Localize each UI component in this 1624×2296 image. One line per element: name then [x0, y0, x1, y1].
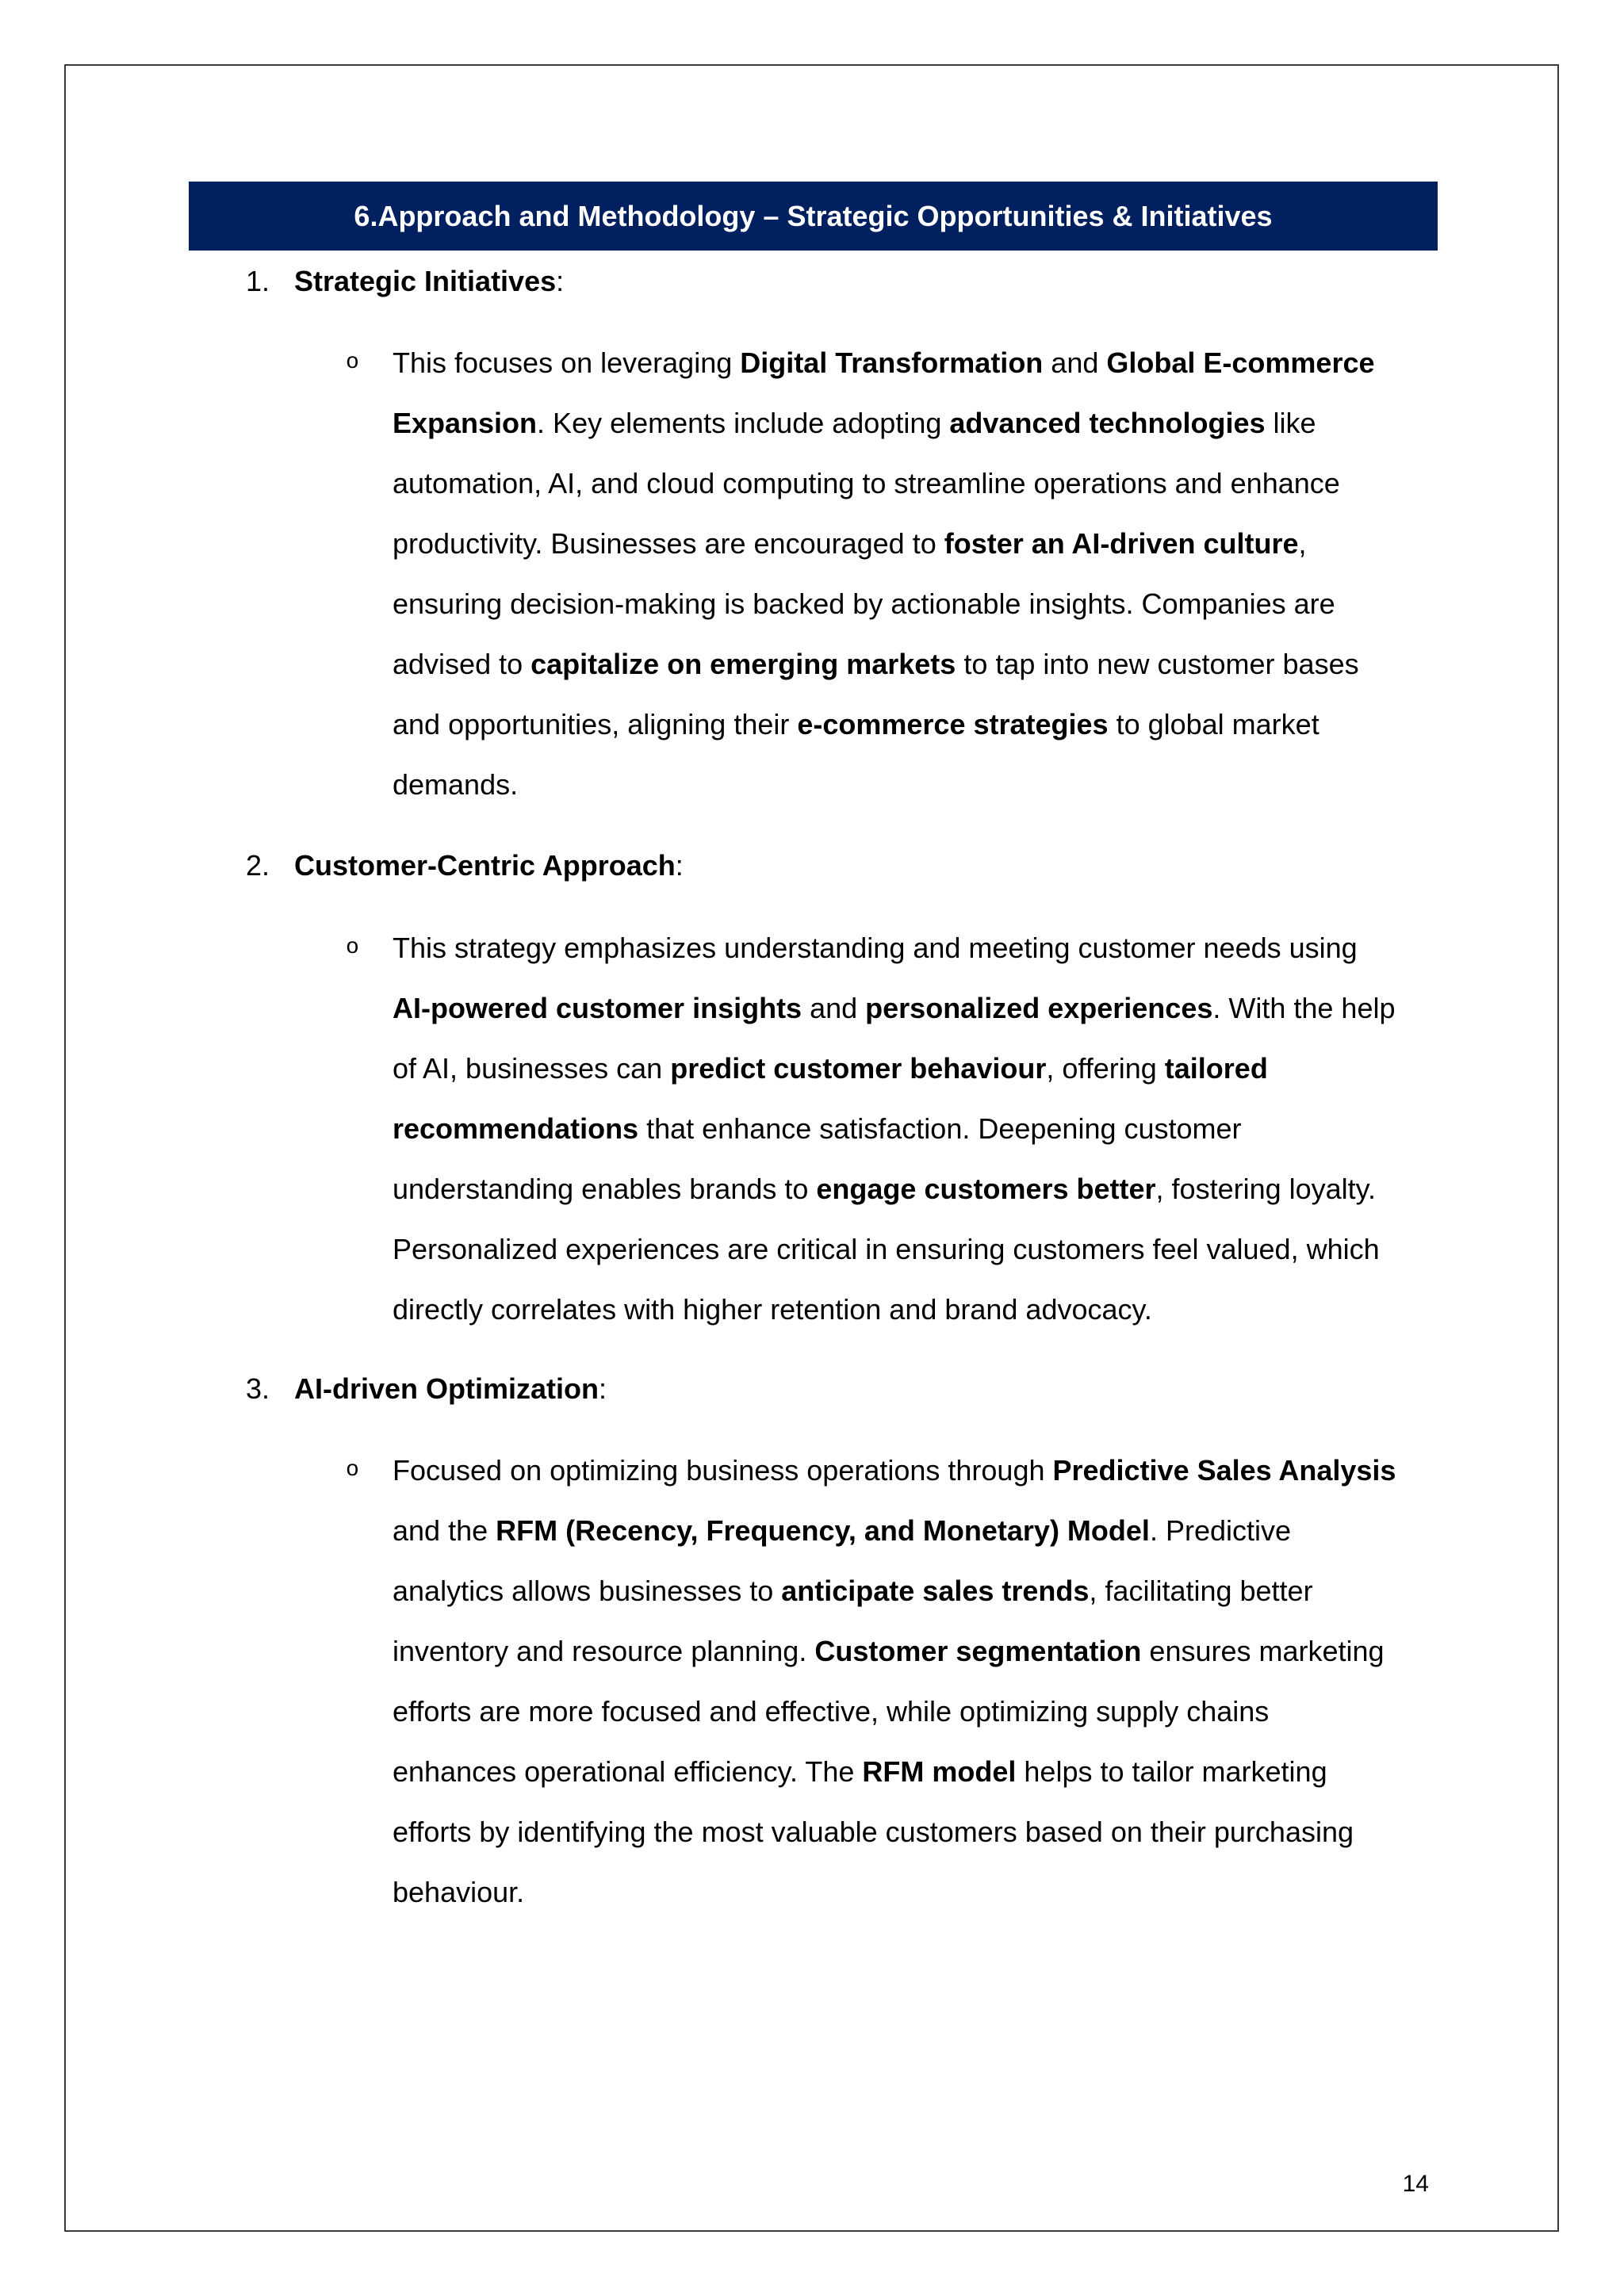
emphasized-text: advanced technologies	[949, 407, 1266, 439]
emphasized-text: RFM model	[862, 1755, 1017, 1788]
text-segment: productivity. Businesses are encouraged to	[393, 527, 944, 560]
paragraph-line	[393, 1280, 1396, 1340]
text-segment: . Key elements include adopting	[537, 407, 950, 439]
text-segment: to tap into new customer bases	[956, 648, 1359, 680]
list-item-heading	[246, 836, 684, 896]
paragraph-line	[393, 333, 1375, 393]
text-segment: . Predictive	[1149, 1514, 1292, 1547]
paragraph-line	[393, 1219, 1396, 1280]
list-item-heading	[246, 251, 564, 312]
bullet-marker: o	[346, 1458, 359, 1483]
emphasized-text: anticipate sales trends	[781, 1575, 1090, 1607]
paragraph-line	[393, 574, 1375, 634]
emphasized-text: Customer segmentation	[814, 1635, 1142, 1667]
emphasized-text: predict customer behaviour	[670, 1052, 1047, 1085]
text-segment: efforts are more focused and effective, while optimizing supply chains	[393, 1695, 1270, 1728]
page-number: 14	[1402, 2171, 1429, 2197]
list-item-title: AI-driven Optimization	[294, 1372, 599, 1405]
bullet-marker: o	[346, 936, 359, 960]
paragraph-line	[393, 978, 1396, 1039]
emphasized-text: Global E-commerce	[1106, 346, 1375, 379]
emphasized-text: Expansion	[393, 407, 538, 439]
emphasized-text: AI-powered customer insights	[393, 992, 802, 1024]
text-segment: ensures marketing	[1141, 1635, 1385, 1667]
paragraph-line	[393, 1039, 1396, 1099]
list-item-title: Strategic Initiatives	[294, 265, 557, 297]
text-segment: inventory and resource planning.	[393, 1635, 815, 1667]
paragraph-line	[393, 755, 1375, 815]
paragraph-line	[393, 918, 1396, 978]
paragraph-line	[393, 634, 1375, 695]
emphasized-text: personalized experiences	[865, 992, 1213, 1024]
text-segment: and the	[393, 1514, 496, 1547]
paragraph-line	[393, 393, 1375, 453]
paragraph-line	[393, 1561, 1396, 1621]
text-segment: , facilitating better	[1089, 1575, 1313, 1607]
text-segment: Focused on optimizing business operations through	[393, 1454, 1053, 1487]
text-segment: This focuses on leveraging	[393, 346, 741, 379]
emphasized-text: recommendations	[393, 1112, 639, 1145]
paragraph-line	[393, 514, 1375, 574]
text-segment: behaviour.	[393, 1876, 525, 1908]
emphasized-text: RFM (Recency, Frequency, and Monetary) Model	[496, 1514, 1150, 1547]
text-segment: directly correlates with higher retention and brand advocacy.	[393, 1293, 1152, 1326]
list-item-title-suffix: :	[556, 265, 565, 297]
text-segment: of AI, businesses can	[393, 1052, 671, 1085]
list-number: 2.	[246, 849, 270, 882]
list-item-title-suffix: :	[675, 849, 684, 882]
paragraph	[393, 333, 1375, 815]
text-segment: ,	[1298, 527, 1307, 560]
text-segment: , offering	[1046, 1052, 1165, 1085]
text-segment: efforts by identifying the most valuable customers based on their purchasing	[393, 1816, 1354, 1848]
text-segment: automation, AI, and cloud computing to streamline operations and enhance	[393, 467, 1340, 499]
paragraph	[393, 918, 1396, 1340]
paragraph-line	[393, 1159, 1396, 1219]
text-segment: and	[802, 992, 866, 1024]
paragraph-line	[393, 1501, 1396, 1561]
text-segment: Personalized experiences are critical in ensuring customers feel valued, which	[393, 1233, 1380, 1265]
text-segment: enhances operational efficiency. The	[393, 1755, 863, 1788]
emphasized-text: capitalize on emerging markets	[530, 648, 956, 680]
text-segment: advised to	[393, 648, 531, 680]
text-segment: and opportunities, aligning their	[393, 708, 798, 740]
emphasized-text: Digital Transformation	[740, 346, 1044, 379]
paragraph-line	[393, 695, 1375, 755]
text-segment: understanding enables brands to	[393, 1173, 817, 1205]
list-item-heading	[246, 1359, 607, 1419]
text-segment: to global market	[1108, 708, 1320, 740]
text-segment: , fostering loyalty.	[1155, 1173, 1376, 1205]
paragraph-line	[393, 453, 1375, 514]
text-segment: This strategy emphasizes understanding and meeting customer needs using	[393, 932, 1358, 964]
text-segment: like	[1265, 407, 1316, 439]
paragraph-line	[393, 1862, 1396, 1923]
paragraph	[393, 1441, 1396, 1923]
text-segment: ensuring decision-making is backed by actionable insights. Companies are	[393, 587, 1335, 620]
list-number: 1.	[246, 265, 270, 297]
emphasized-text: engage customers better	[816, 1173, 1156, 1205]
text-segment: demands.	[393, 768, 519, 801]
text-segment: helps to tailor marketing	[1016, 1755, 1327, 1788]
emphasized-text: tailored	[1164, 1052, 1268, 1085]
paragraph-line	[393, 1621, 1396, 1682]
list-item-title-suffix: :	[599, 1372, 607, 1405]
bullet-marker: o	[346, 350, 359, 375]
text-segment: and	[1043, 346, 1107, 379]
text-segment: . With the help	[1212, 992, 1396, 1024]
list-number: 3.	[246, 1372, 270, 1405]
text-segment: analytics allows businesses to	[393, 1575, 782, 1607]
paragraph-line	[393, 1742, 1396, 1802]
section-header-bar	[189, 182, 1438, 251]
emphasized-text: Predictive Sales Analysis	[1052, 1454, 1396, 1487]
paragraph-line	[393, 1441, 1396, 1501]
paragraph-line	[393, 1802, 1396, 1862]
list-item-title: Customer-Centric Approach	[294, 849, 676, 882]
section-header-title: 6.Approach and Methodology – Strategic Opportunities & Initiatives	[354, 199, 1273, 232]
paragraph-line	[393, 1099, 1396, 1159]
emphasized-text: e-commerce strategies	[797, 708, 1109, 740]
text-segment: that enhance satisfaction. Deepening customer	[638, 1112, 1242, 1145]
emphasized-text: foster an AI-driven culture	[944, 527, 1299, 560]
paragraph-line	[393, 1682, 1396, 1742]
